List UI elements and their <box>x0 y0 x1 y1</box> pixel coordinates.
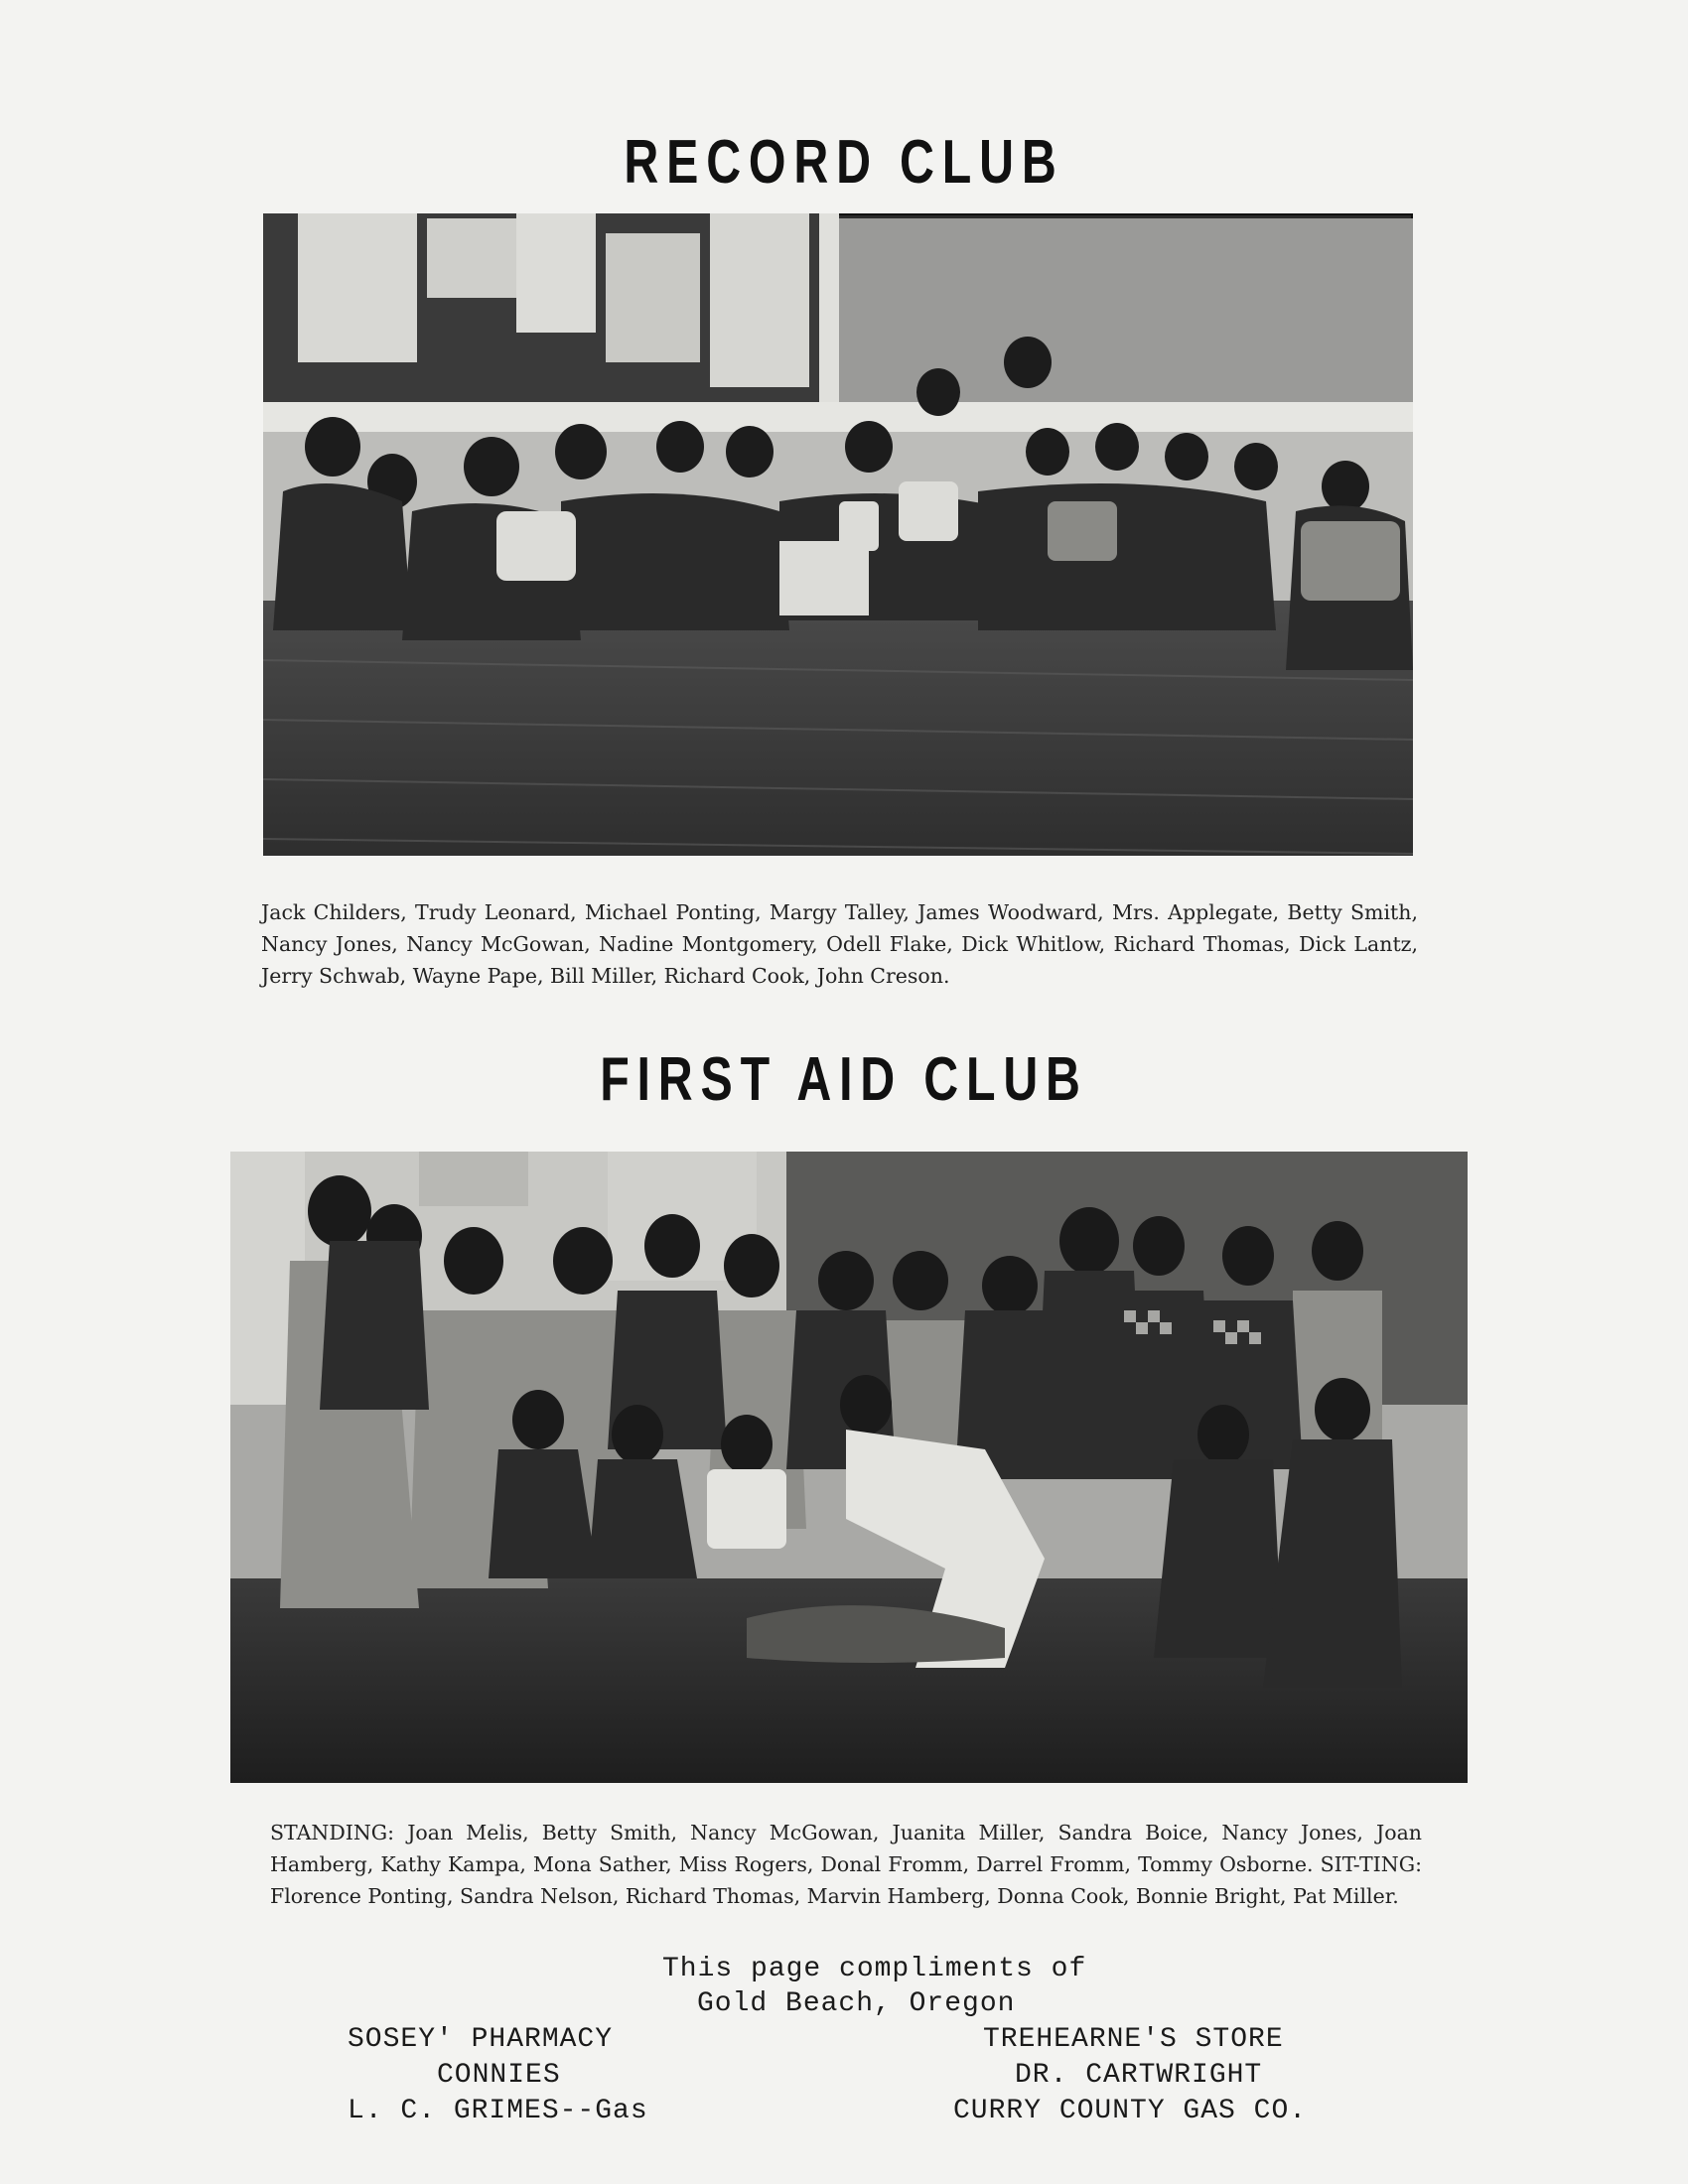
record-club-title: RECORD CLUB <box>624 128 1064 197</box>
sponsor-name: TREHEARNE'S STORE <box>983 2024 1284 2055</box>
record-club-photo <box>263 213 1413 856</box>
location-line: Gold Beach, Oregon <box>697 1988 1016 2019</box>
sponsor-name: L. C. GRIMES--Gas <box>348 2096 648 2126</box>
first-aid-club-caption: STANDING: Joan Melis, Betty Smith, Nancy McGowan, Juanita Miller, Sandra Boice, Nancy Jones, Joan Hamberg, Kathy Kampa, Mona Sather, Miss Rogers, Donal Fromm, Darrel Fromm, Tommy Osborne. SIT-TING: Florence Ponting, Sandra Nelson, Richard Thomas, Marvin Hamberg, Donna Cook, Bonnie Bright, Pat Miller. <box>270 1821 1422 1908</box>
compliments-line: This page compliments of <box>662 1954 1087 1984</box>
record-club-photo-image <box>263 213 1413 856</box>
first-aid-club-photo-image <box>230 1152 1468 1783</box>
sponsor-name: SOSEY' PHARMACY <box>348 2024 614 2055</box>
record-club-caption: Jack Childers, Trudy Leonard, Michael Ponting, Margy Talley, James Woodward, Mrs. Applegate, Betty Smith, Nancy Jones, Nancy McGowan, Nadine Montgomery, Odell Flake, Dick Whitlow, Richard Thomas, Dick Lantz, Jerry Schwab, Wayne Pape, Bill Miller, Richard Cook, John Creson. <box>261 900 1418 988</box>
first-aid-club-photo <box>230 1152 1468 1783</box>
first-aid-club-title: FIRST AID CLUB <box>600 1045 1088 1114</box>
sponsor-name: DR. CARTWRIGHT <box>1015 2060 1263 2091</box>
sponsor-name: CONNIES <box>437 2060 561 2091</box>
sponsor-name: CURRY COUNTY GAS CO. <box>953 2096 1308 2126</box>
